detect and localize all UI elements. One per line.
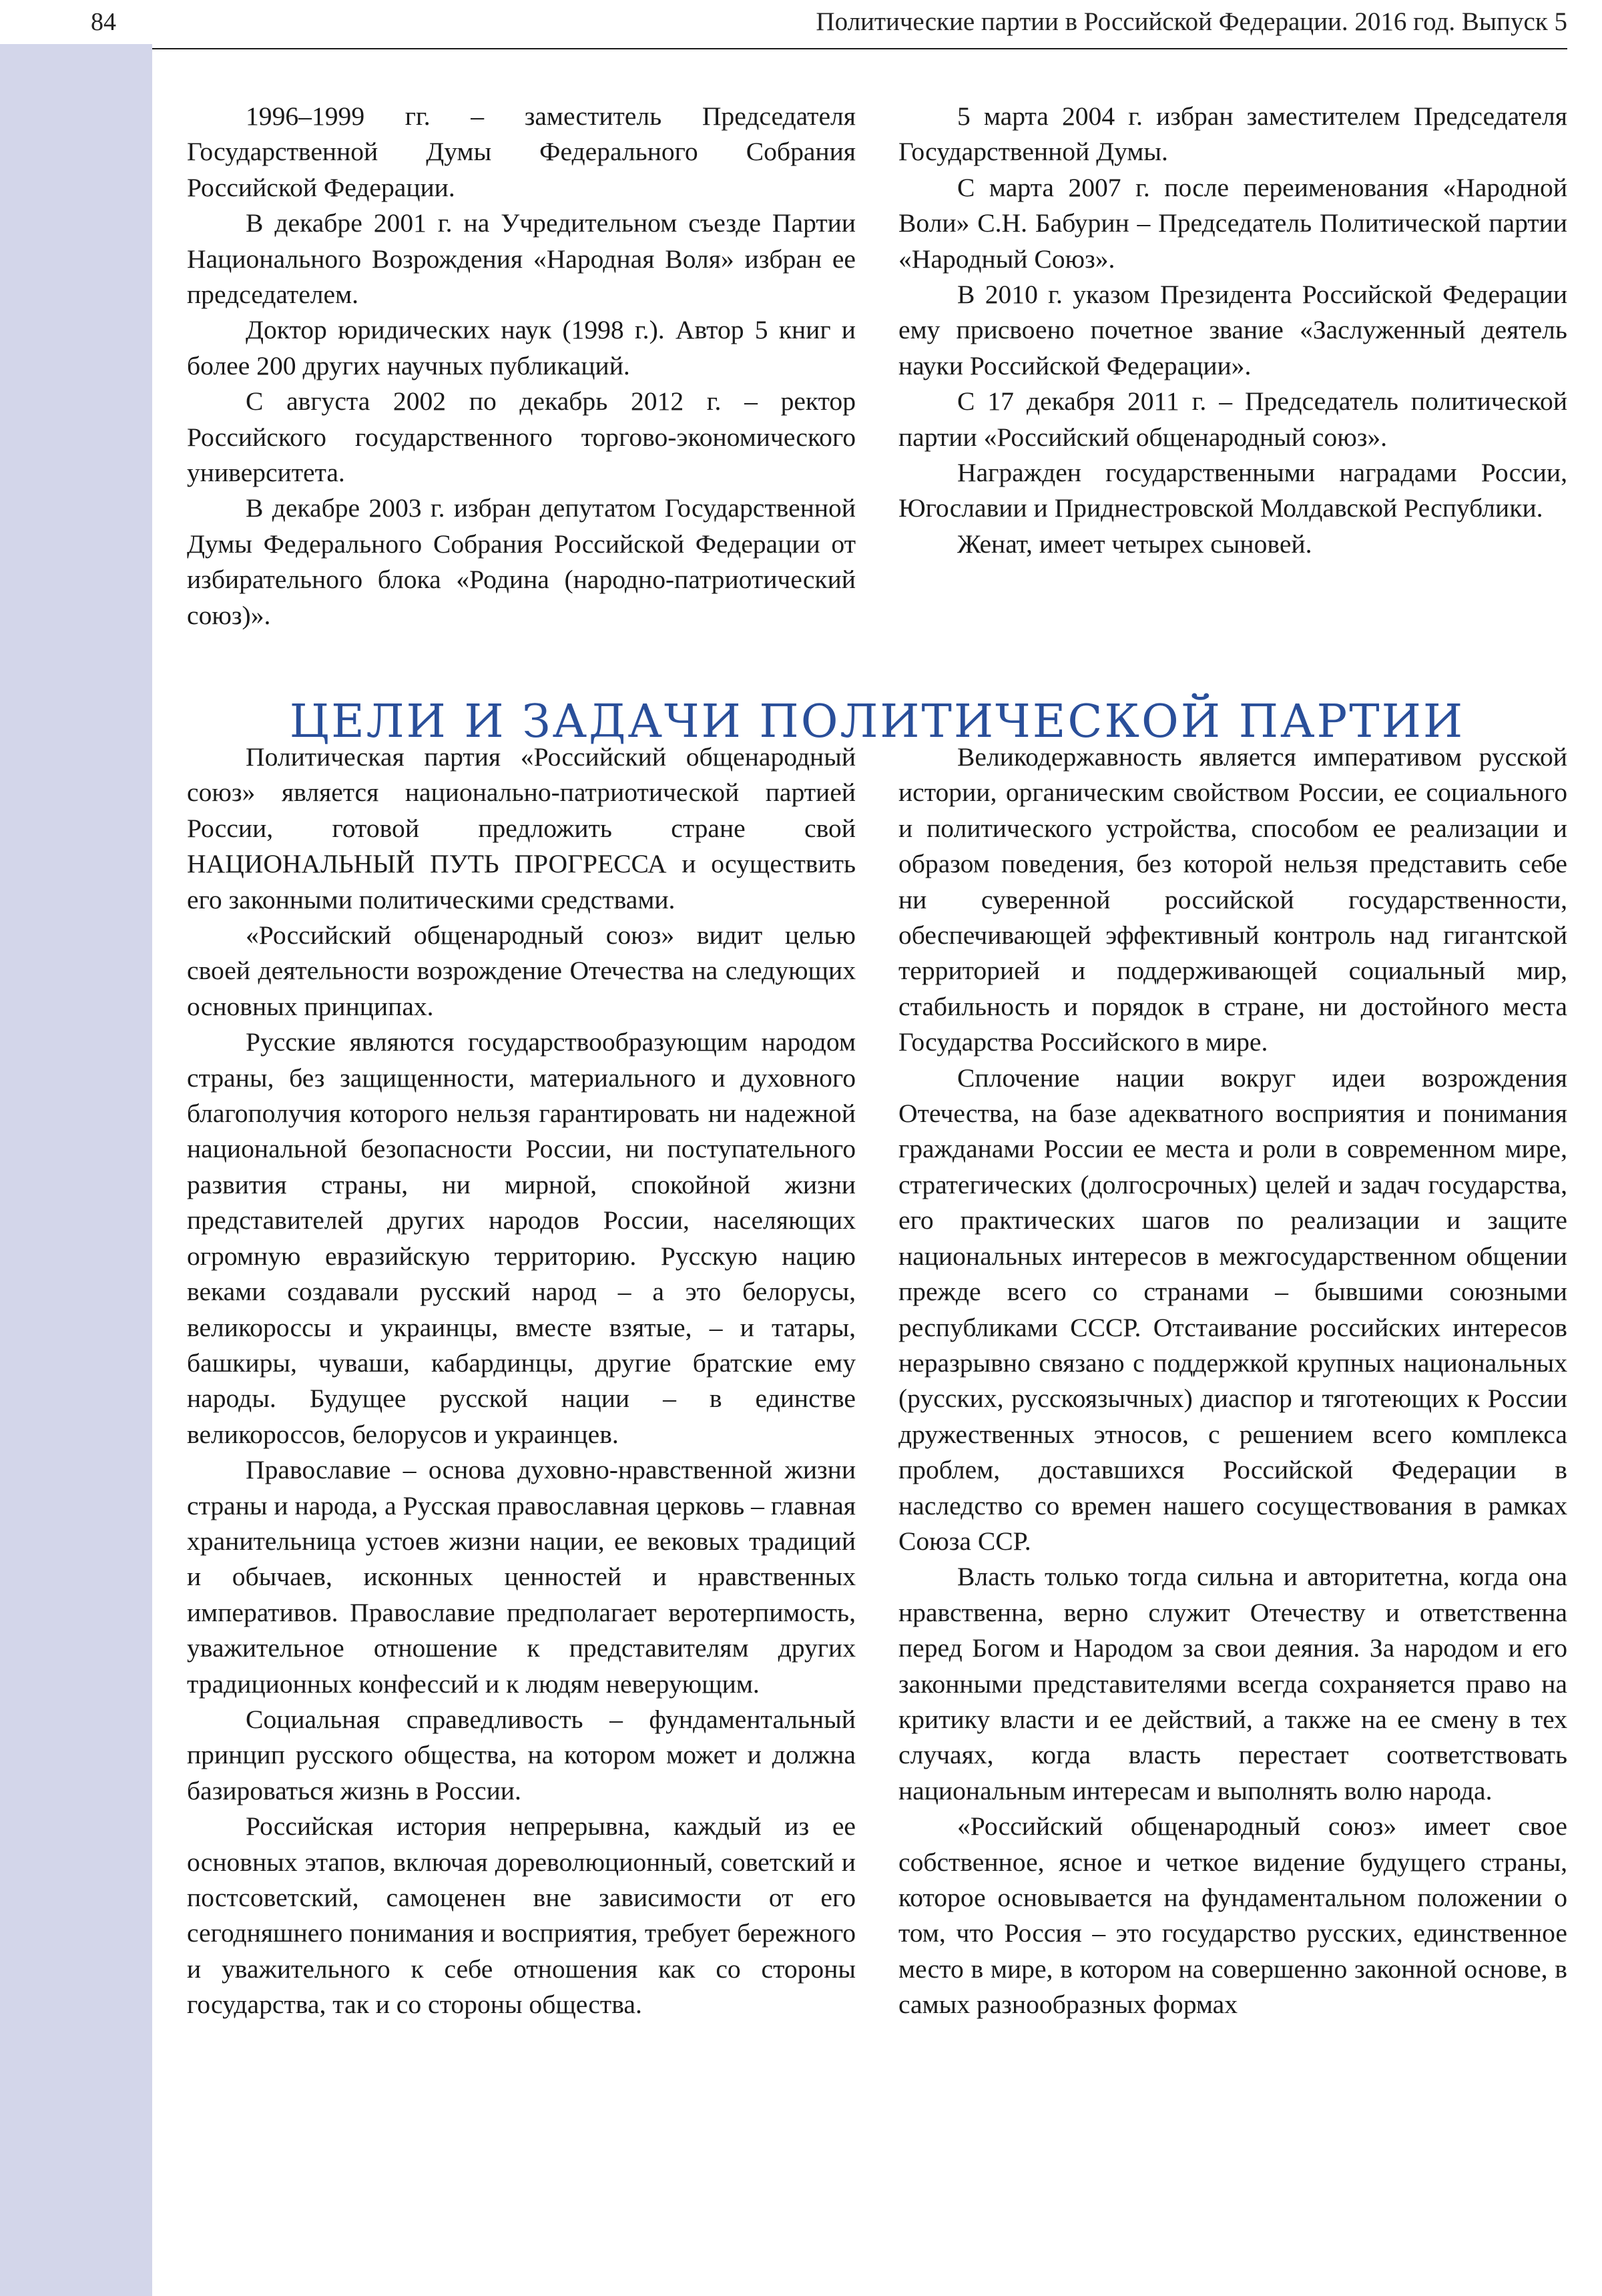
paragraph: Социальная справедливость – фундаментальный принцип русского общества, на котором может и должна базироваться жизнь в России. (187, 1704, 856, 1805)
paragraph: Доктор юридических наук (1998 г.). Автор 5 книг и более 200 других научных публикаций. (187, 315, 856, 380)
paragraph: «Российский общенародный союз» видит целью своей деятельности возрождение Отечества на следующих основных принципах. (187, 920, 856, 1021)
paragraph: Женат, имеет четырех сыновей. (957, 529, 1312, 559)
page-number: 84 (0, 0, 152, 44)
paragraph: Политическая партия «Российский общенародный союз» является национально-патриотической партией России, готовой предложить стране свой НАЦИОНАЛЬНЫЙ ПУТЬ ПРОГРЕССА и осуществить его законными политическими средствами. (187, 742, 856, 914)
paragraph: В декабре 2001 г. на Учредительном съезде Партии Национального Возрождения «Народная Воля» избран ее председателем. (187, 208, 856, 310)
paragraph: Великодержавность является императивом русской истории, органическим свойством России, ее социального и политического устройства, способом ее реализации и образом поведения, без которой нельзя представить себе ни суверенной российской государственности, обеспечивающей эффективный контроль над гигантской территорией и поддерживающей социальный мир, стабильность и порядок в стране, ни достойного места Государства Российского в мире. (898, 742, 1567, 1057)
paragraph: 5 марта 2004 г. избран заместителем Председателя Государственной Думы. (898, 101, 1567, 167)
paragraph: Православие – основа духовно-нравственной жизни страны и народа, а Русская православная церковь – главная хранительница устоев жизни нации, ее вековых традиций и обычаев, исконных ценностей и нравственных императивов. Православие предполагает веротерпимость, уважительное отношение к представителям других традиционных конфессий и к людям неверующим. (187, 1455, 856, 1699)
margin-band (0, 0, 152, 2296)
paragraph: «Российский общенародный союз» имеет свое собственное, ясное и четкое видение будущего страны, которое основывается на фундаментальном положении о том, что Россия – это государство русских, единственное место в мире, в котором на совершенно законной основе, в самых разнообразных формах (898, 1811, 1567, 2020)
paragraph: Власть только тогда сильна и авторитетна, когда она нравственна, верно служит Отечеству и ответственна перед Богом и Народом за свои деяния. За народом и его законными представителями всегда сохраняется право на критику власти и ее действий, а также на ее смену в тех случаях, когда власть перестает соответствовать национальным интересам и выполнять волю народа. (898, 1562, 1567, 1805)
goals-column-right (898, 740, 1567, 2023)
section-title: ЦЕЛИ И ЗАДАЧИ ПОЛИТИЧЕСКОЙ ПАРТИИ (289, 695, 1465, 749)
paragraph: С марта 2007 г. после переименования «Народной Воли» С.Н. Бабурин – Председатель Политической партии «Народный Союз». (898, 172, 1567, 274)
paragraph: 1996–1999 гг. – заместитель Председателя Государственной Думы Федерального Собрания Российской Федерации. (187, 101, 856, 202)
paragraph: Награжден государственными наградами России, Югославии и Приднестровской Молдавской Республики. (898, 458, 1567, 523)
paragraph: В 2010 г. указом Президента Российской Федерации ему присвоено почетное звание «Заслуженный деятель науки Российской Федерации». (898, 280, 1567, 380)
paragraph: Российская история непрерывна, каждый из ее основных этапов, включая дореволюционный, советский и постсоветский, самоценен вне зависимости от его сегодняшнего понимания и восприятия, требует бережного и уважительного к себе отношения как со стороны государства, так и со стороны общества. (187, 1811, 856, 2020)
paragraph: В декабре 2003 г. избран депутатом Государственной Думы Федерального Собрания Российской Федерации от избирательного блока «Родина (народно-патриотический союз)». (187, 493, 856, 630)
paragraph: С 17 декабря 2011 г. – Председатель политической партии «Российский общенародный союз». (898, 386, 1567, 452)
paragraph: Сплочение нации вокруг идеи возрождения Отечества, на базе адекватного восприятия и понимания гражданами России ее места и роли в современном мире, стратегических (долгосрочных) целей и задач государства, его практических шагов по реализации и защите национальных интересов в межгосударственном общении прежде всего со странами – бывшими союзными республиками СССР. Отстаивание российских интересов неразрывно связано с поддержкой крупных национальных (русских, русскоязычных) диаспор и тяготеющих к России дружественных этносов, с решением всего комплекса проблем, доставшихся Российской Федерации в наследство со времен нашего сосуществования в рамках Союза ССР. (898, 1063, 1567, 1556)
running-header: Политические партии в Российской Федерации. 2016 год. Выпуск 5 (816, 7, 1567, 36)
goals-column-left (187, 740, 856, 2023)
header-rule (152, 48, 1567, 49)
paragraph: Русские являются государствообразующим народом страны, без защищенности, материального и духовного благополучия которого нельзя гарантировать ни надежной национальной безопасности России, ни поступательного развития страны, ни мирной, спокойной жизни представителей других народов России, населяющих огромную евразийскую территорию. Русскую нацию веками создавали русский народ – а это белорусы, великороссы и украинцы, вместе взятые, – и татары, башкиры, чуваши, кабардинцы, другие братские ему народы. Будущее русской нации – в единстве великороссов, белорусов и украинцев. (187, 1027, 856, 1449)
paragraph: С августа 2002 по декабрь 2012 г. – ректор Российского государственного торгово-экономического университета. (187, 386, 856, 488)
biography-column-right (898, 99, 1567, 562)
biography-column-left (187, 99, 856, 633)
